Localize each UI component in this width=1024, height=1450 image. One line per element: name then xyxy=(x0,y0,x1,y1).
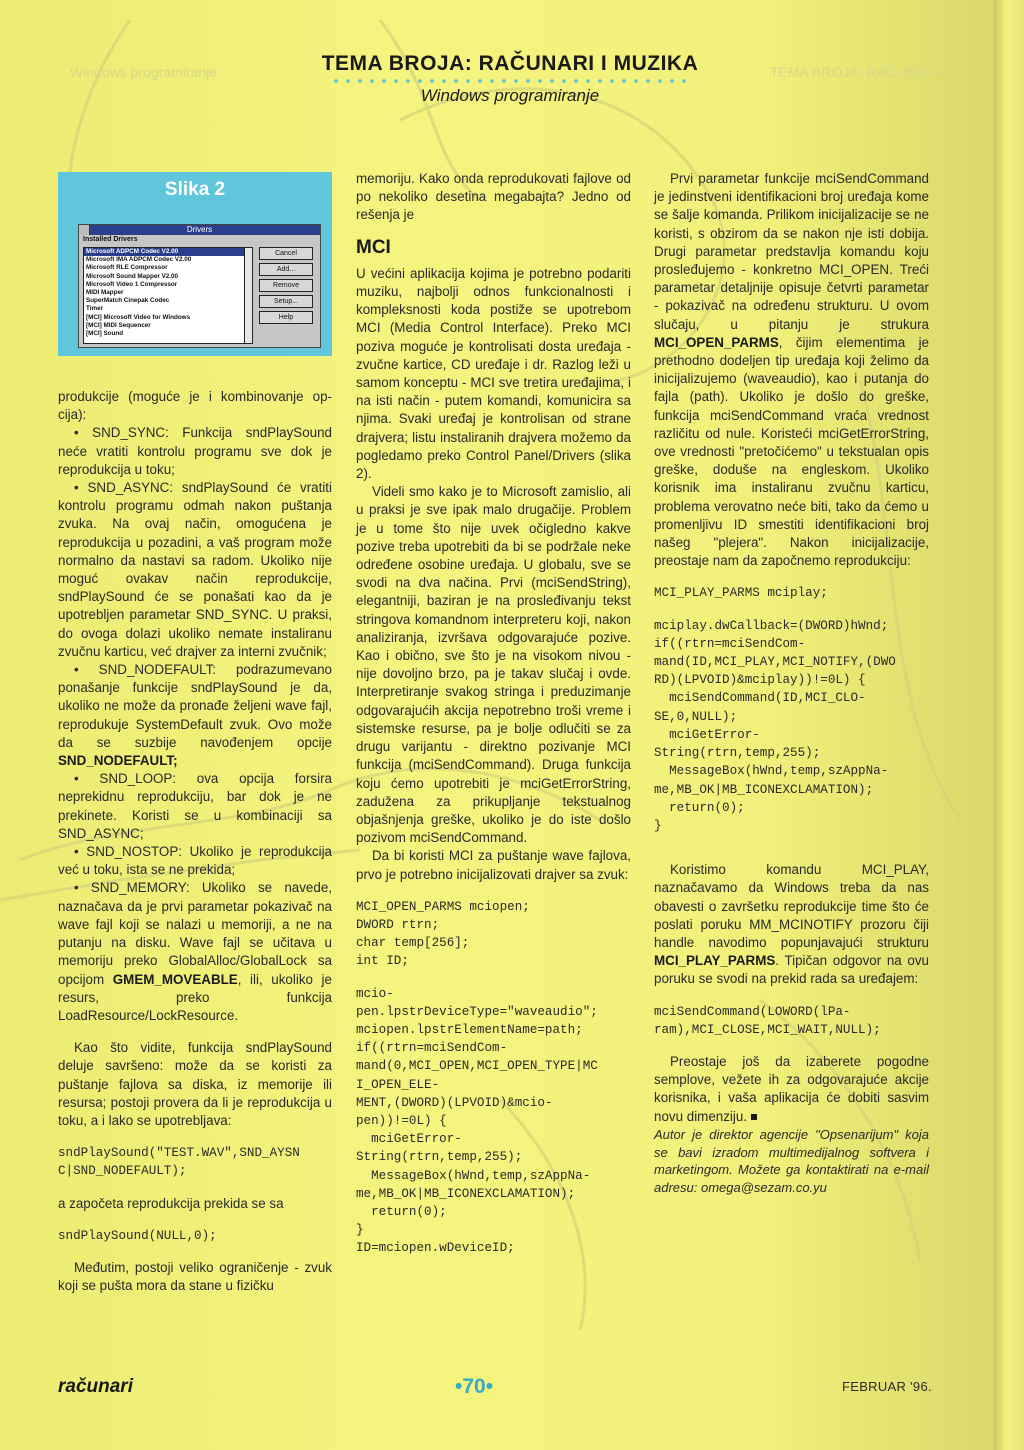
dialog-title: Drivers xyxy=(186,225,213,234)
list-item: Microsoft Sound Mapper V2.00 xyxy=(86,272,179,280)
keyword: MCI_PLAY_PARMS xyxy=(654,953,776,969)
list-item: • SND_SYNC: Funkcija sndPlaySound neće vratiti kontrolu programu sve dok je reprodukcija u toku; xyxy=(58,425,332,477)
code-block: mciSendCommand(LOWORD(lPa- ram),MCI_CLOSE,MCI_WAIT,NULL); xyxy=(654,1004,881,1037)
author-note: Autor je direktor agencije "Opsenarijum" koja se bavi izradom multimedijalnog softvera i marketingom. Možete ga kontaktirati na e-mail adresu: omega@sezam.co.yu xyxy=(654,1126,929,1196)
page-number: •70• xyxy=(455,1375,494,1398)
list-item: Timer xyxy=(86,305,104,313)
list-item xyxy=(58,661,332,770)
paragraph: produkcije (moguće je i kombinovanje op-cija): xyxy=(58,389,332,423)
cancel-button: Cancel xyxy=(259,247,313,260)
list-item: • SND_NOSTOP: Ukoliko je reprodukcija već u toku, ista se ne prekida; xyxy=(58,844,332,878)
paragraph: U većini aplikacija kojima je potrebno podariti muziku, najbolji odnos funkcionalnosti i kompleksnosti koda postiže se upotrebom MCI (Media Control Interface). Preko MCI poziva moguće je kontrolisati dosta uređaja - zvučne kartice, CD uređaje i dr. Razlog leži u samom konceptu - MCI sve tretira uređajima, i na isti način - putem komandi, komunicira sa njima. Svaki uređaj je kontrolisan od strane drajvera; listu instaliranih drajvera možemo da pogledamo preko Control Panel/Drivers (slika 2). xyxy=(356,265,631,482)
keyword: MCI_OPEN_PARMS xyxy=(654,334,779,350)
code-block: sndPlaySound("TEST.WAV",SND_AYSN C|SND_NODEFAULT); xyxy=(58,1146,300,1179)
list-item: [MCI] Sound xyxy=(86,330,124,338)
list-item: SuperMatch Cinepak Codec xyxy=(86,297,170,305)
paragraph: Kao što vidite, funkcija sndPlaySound deluje savršeno: može da se koristi za puštanje fajlova sa diska, iz memorije ili resursa; postoji provera da li je reprodukcija u toku, a i lako se upotrebljava: xyxy=(58,1040,332,1128)
section-subtitle: Windows programiranje xyxy=(420,86,600,105)
paragraph: memoriju. Kako onda reprodukovati fajlove od po nekoliko desetina megabajta? Jedno od rešenja je xyxy=(356,171,631,223)
page-edge xyxy=(994,0,1024,1450)
code-block: mcio- pen.lpstrDeviceType="waveaudio"; mciopen.lpstrElementName=path; if((rtrn=mciSendCom- mand(0,MCI_OPEN,MCI_OPEN_TYPE|MC I_OPEN_ELE- MENT,(DWORD)(LPVOID)&mcio- pen))!=0L) { mciGetError- String(rtrn,temp,255); MessageBox(hWnd,temp,szAppNa- me,MB_OK|MB_ICONEXCLAMATION); return(0); } ID=mciopen.wDeviceID; xyxy=(356,986,598,1256)
remove-button: Remove xyxy=(259,279,313,292)
figure-slika-2 xyxy=(58,172,332,356)
list-item: Microsoft ADPCM Codec V2.00 xyxy=(84,248,252,256)
paragraph-text: Preostaje još da izaberete pogodne semplove, vežete ih za odgovarajuće akcije korisnika, i vaša aplikacija će dobiti sasvim novu dimenziju. xyxy=(654,1053,929,1124)
list-item xyxy=(58,879,332,1025)
column-3 xyxy=(654,170,929,1197)
list-item: Microsoft RLE Compressor xyxy=(86,264,168,272)
paragraph xyxy=(654,170,929,570)
dialog-titlebar xyxy=(79,225,320,235)
code-block: mciplay.dwCallback=(DWORD)hWnd; if((rtrn=mciSendCom- mand(ID,MCI_PLAY,MCI_NOTIFY,(DWO RD)(LPVOID)&mciplay))!=0L) { mciSendCommand(ID,MCI_CLO- SE,0,NULL); mciGetError- String(rtrn,temp,255); MessageBox(hWnd,temp,szAppNa- me,MB_OK|MB_ICONEXCLAMATION); return(0); } xyxy=(654,618,896,833)
list-item: Microsoft Video 1 Compressor xyxy=(86,280,178,288)
paragraph: Međutim, postoji veliko ograničenje - zvuk koji se pušta mora da stane u fizičku xyxy=(58,1259,332,1294)
end-mark-icon xyxy=(751,1114,757,1120)
issue-date: FEBRUAR '96. xyxy=(842,1379,932,1394)
paragraph-text: Prvi parametar funkcije mciSendCommand je jedinstveni identifikacioni broj uređaja kome se šalje komanda. Prilikom inicijalizacije se ne koristi, s obzirom da se nakon nje isti dobija. Drugi parametar predstavlja komandu koju prosleđujemo - konkretno MCI_OPEN. Treći parametar detaljnije opisuje četvrti parametar - pokazivač na određenu strukturu. U ovom slučaju, u pitanju je strukura xyxy=(654,171,929,332)
bullet-text: • SND_NODEFAULT: podrazumevano ponašanje funkcije sndPlaySound je da, ukoliko ne može da pronađe željeni wave fajl, reprodukuje SystemDefault zvuk. Ovo može da se suzbije navođenjem opcije xyxy=(58,662,332,750)
figure-title: Slika 2 xyxy=(164,179,226,200)
paragraph: Videli smo kako je to Microsoft zamislio, ali u praksi je sve ipak malo drugačije. Problem je u tome što nije uvek očigledno kakve pozive treba upotrebiti da bi se podržale neke određene osobine uređaja. U globalu, sve se svodi na dva načina. Prvi (mciSendString), elegantniji, baziran je na prosleđivanju tekst stringova komandnom interpreteru koji, nakon analiziranja, izvršava odgovarajuće pozive. Kao i obično, sve što je na visokom nivou - nije dovoljno brzo, pa je takav slučaj i ovde. Interpretiranje svakog stringa i preduzimanje odgovarajućih akcija nepotrebno troši vreme i sistemske resurse, pa je bolje odlučiti se za drugu varijantu - direktno pozivanje MCI funkcija (mciSendCommand). Druga funkcija koju ćemo upotrebiti je mciGetErrorString, zadužena za prikupljanje tekstualnog objašnjenja greške, ukoliko je do iste došlo pozivom mciSendCommand. xyxy=(356,484,631,846)
section-heading: MCI xyxy=(356,236,391,258)
setup-button: Setup... xyxy=(259,295,313,308)
code-block: sndPlaySound(NULL,0); xyxy=(58,1228,217,1243)
list-item: [MCI] Microsoft Video for Windows xyxy=(86,313,191,321)
help-button: Help xyxy=(259,311,313,324)
ghost-header-left: Windows programiranje xyxy=(70,64,218,80)
code-block: MCI_OPEN_PARMS mciopen; DWORD rtrn; char temp[256]; int ID; xyxy=(356,899,530,969)
paragraph-text: . Tipičan odgovor na ovu poruku se svodi na prekid rada sa uređajem: xyxy=(654,953,929,987)
magazine-logo: računari xyxy=(58,1376,133,1397)
installed-drivers-label: Installed Drivers xyxy=(83,236,138,243)
ghost-header-right: TEMA BROJA: RAČUNARI xyxy=(770,64,940,80)
code-block: MCI_PLAY_PARMS mciplay; xyxy=(654,586,828,601)
list-item: MIDI Mapper xyxy=(86,289,124,297)
drivers-dialog-screenshot xyxy=(78,224,321,348)
system-menu-icon xyxy=(79,225,90,235)
paragraph: Da bi koristi MCI za puštanje wave fajlova, prvo je potrebno inicijalizovati drajver sa zvuk: xyxy=(356,848,631,882)
paragraph-text: Koristimo komandu MCI_PLAY, naznačavamo da Windows treba da nas obavesti o završetku reprodukcije time što će poslati poruku MM_MCINOTIFY prozoru čiji handle navodimo popunjavajući strukturu xyxy=(654,862,929,950)
drivers-list xyxy=(83,247,253,344)
page-header xyxy=(290,52,730,106)
keyword: GMEM_MOVEABLE xyxy=(112,971,238,987)
list-item: Microsoft IMA ADPCM Codec V2.00 xyxy=(86,256,192,264)
add-button: Add... xyxy=(259,263,313,276)
bullet-text: , ili, ukoliko je resurs, preko funkcija LoadResource/LockResource. xyxy=(58,971,332,1023)
column-2 xyxy=(356,170,631,1258)
paragraph xyxy=(654,861,929,988)
list-item: • SND_LOOP: ova opcija forsira neprekidnu reprodukciju, bar dok je ne prekinete. Koristi se u kombinaciji sa SND_ASYNC; xyxy=(58,771,332,841)
paragraph-text: , čijim elementima je prethodno dodeljen tip uređaja koji želimo da inicijalizujemo (waveaudio), kao i putanja do fajla (path). Ukoliko je došlo do greške, funkcija mciSendCommand vraća vrednost različitu od nule. Koristeći mciGetErrorString, ove vrednosti "pretočićemo" u tekstualan opis greške, doduše na engleskom. Ukoliko korisnik ima instaliranu zvučnu karticu, problema verovatno neće biti, tako da ćemo u promenljivu ID smestiti identifikacioni broj našeg "plejera". Nakon inicijalizacije, preostaje nam da započnemo reprodukciju: xyxy=(654,334,929,569)
paragraph: a započeta reprodukcija prekida se sa xyxy=(58,1195,284,1211)
column-1 xyxy=(58,388,332,1295)
list-item: [MCI] MIDI Sequencer xyxy=(86,321,151,329)
list-item: • SND_ASYNC: sndPlaySound će vratiti kontrolu programu odmah nakon puštanja zvuka. Na ovaj način, omogućena je reprodukcija u pozadini, a vaš program može normalno da nastavi sa radom. Ukoliko nije moguć ovakav način reprodukcije, sndPlaySound će se ponašati kao da je upotrebljen parametar SND_SYNC. U praksi, do ovoga dolazi ukoliko nemate instaliranu zvučnu karticu, već drajver za interni zvučnik; xyxy=(58,480,332,659)
bullet-text: • SND_MEMORY: Ukoliko se navede, naznačava da je prvi parametar pokazivač na wave fajl koji se nalazi u memoriji, a ne na putanju na disku. Wave fajl se učitava u memoriju preko GlobalAlloc/GlobalLock sa opcijom xyxy=(58,880,332,987)
list-scrollbar xyxy=(244,248,252,343)
title-dots xyxy=(330,78,690,84)
section-title: TEMA BROJA: RAČUNARI I MUZIKA xyxy=(321,52,699,75)
keyword: SND_NODEFAULT; xyxy=(58,753,178,769)
paragraph xyxy=(654,1053,929,1126)
